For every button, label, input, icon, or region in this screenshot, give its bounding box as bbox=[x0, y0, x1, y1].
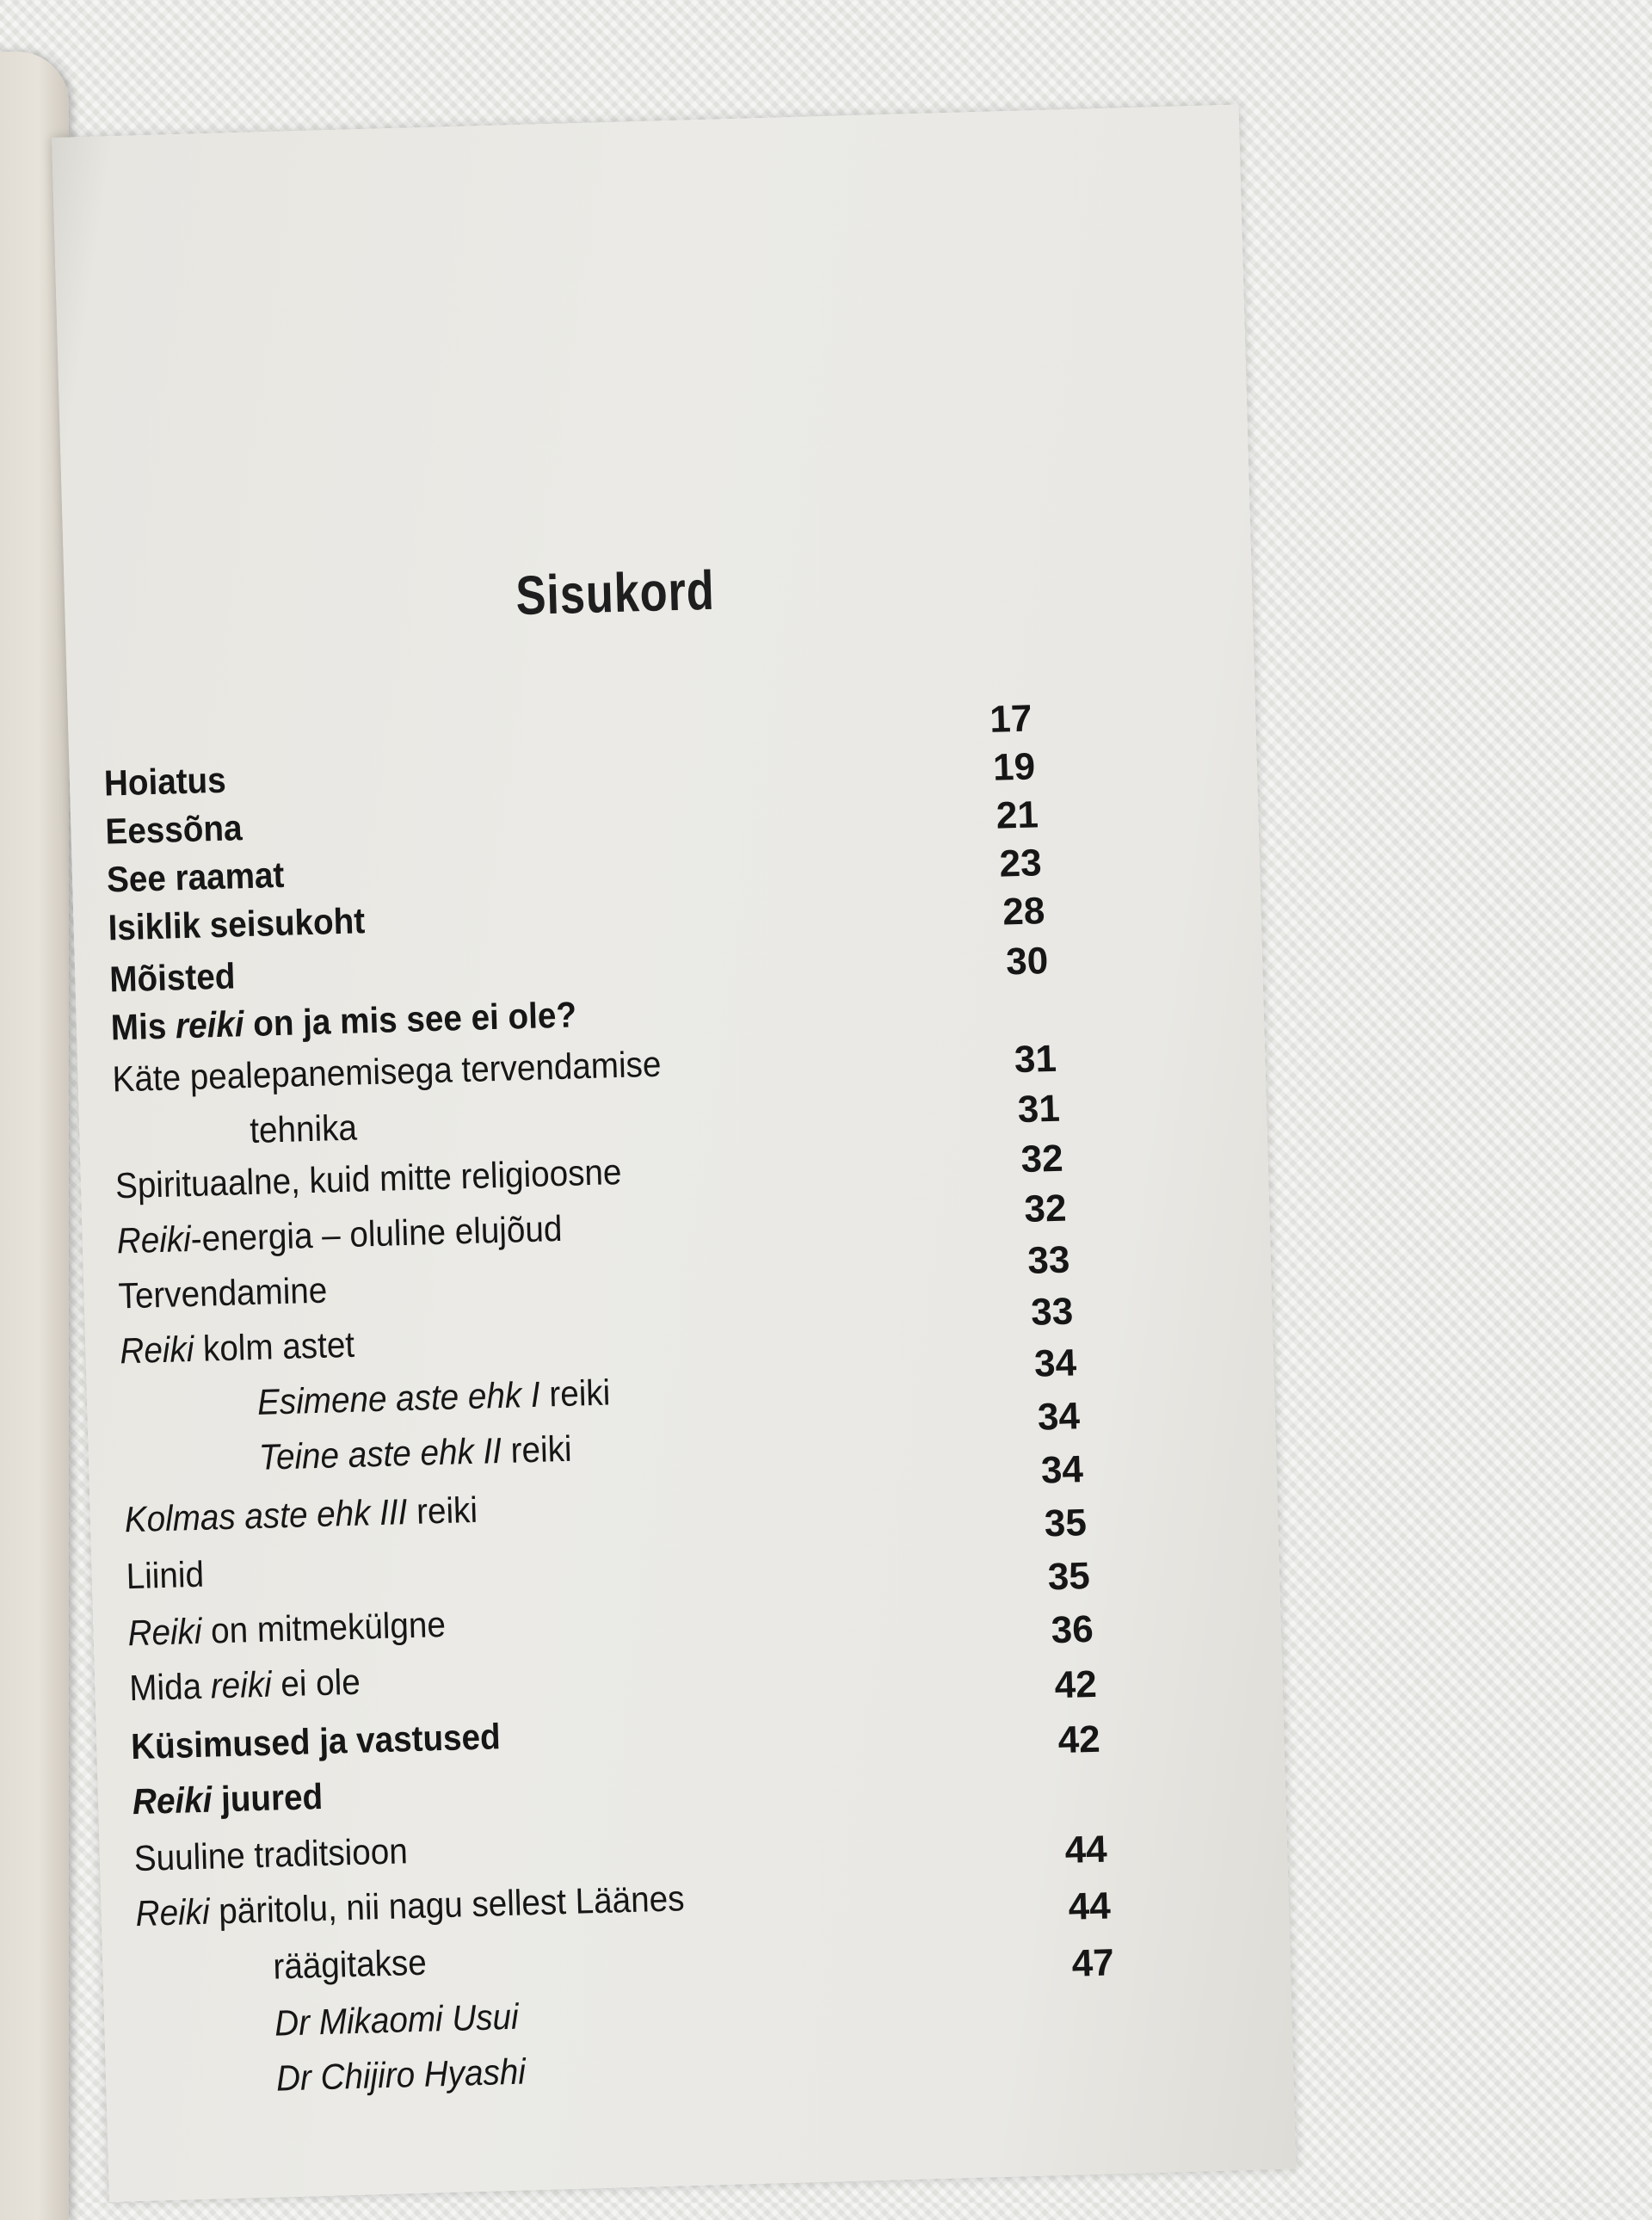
toc-page-number: 28 bbox=[1002, 890, 1046, 934]
toc-entry bbox=[131, 1716, 502, 1767]
toc-entry-text: tehnika bbox=[249, 1107, 358, 1151]
toc-entry-text: Kolmas aste ehk III bbox=[124, 1491, 408, 1540]
toc-page-number: 32 bbox=[1023, 1187, 1068, 1230]
toc-entry-text: päritolu, nii nagu sellest Läänes bbox=[208, 1878, 686, 1932]
toc-entry bbox=[132, 1776, 323, 1822]
toc-entry bbox=[114, 1151, 622, 1206]
toc-entry-text: ei ole bbox=[270, 1661, 361, 1705]
toc-entry bbox=[120, 1324, 355, 1372]
toc-entry-text: Mõisted bbox=[108, 955, 236, 1000]
toc-entry-text: Reiki bbox=[135, 1890, 211, 1934]
toc-entry-text: Mis bbox=[110, 1005, 176, 1048]
toc-entry-text: reiki bbox=[406, 1489, 478, 1532]
toc-entry-text: Reiki bbox=[132, 1779, 213, 1822]
toc-entry-text: Reiki bbox=[119, 1328, 194, 1372]
toc-entry bbox=[110, 994, 576, 1048]
toc-entry-text: reiki bbox=[210, 1663, 273, 1706]
toc-entry-text: räägitakse bbox=[272, 1941, 428, 1987]
toc-entry bbox=[275, 2051, 526, 2100]
toc-page-number: 35 bbox=[1044, 1502, 1088, 1545]
toc-entry-text: reiki bbox=[501, 1428, 573, 1471]
toc-entry-text: Liinid bbox=[126, 1553, 205, 1597]
toc-page-number: 35 bbox=[1047, 1554, 1091, 1599]
toc-entry bbox=[133, 1830, 408, 1879]
toc-entry-text: kolm astet bbox=[193, 1323, 355, 1369]
page-title: Sisukord bbox=[515, 558, 716, 627]
toc-entry-text: Dr Mikaomi Usui bbox=[274, 1995, 520, 2044]
toc-entry-text: on mitmekülgne bbox=[200, 1603, 447, 1651]
toc-page-number: 31 bbox=[1017, 1087, 1061, 1132]
toc-entry-text: Käte pealepanemisega tervendamise bbox=[111, 1043, 662, 1100]
toc-entry-text: Reiki bbox=[126, 1610, 203, 1654]
toc-entry bbox=[109, 955, 236, 1000]
toc-entry bbox=[258, 1428, 572, 1478]
toc-page-number: 19 bbox=[992, 745, 1036, 789]
toc-entry bbox=[118, 1270, 328, 1317]
toc-page-number: 34 bbox=[1033, 1341, 1077, 1385]
toc-entry bbox=[105, 807, 243, 852]
toc-entry-text: reiki bbox=[175, 1003, 245, 1046]
toc-page-number: 17 bbox=[989, 697, 1032, 741]
toc-entry bbox=[108, 900, 366, 948]
toc-page-number: 36 bbox=[1051, 1607, 1094, 1652]
table-of-contents bbox=[52, 104, 1296, 2202]
toc-entry-text: Dr Chijiro Hyashi bbox=[275, 2050, 527, 2099]
toc-entry bbox=[135, 1878, 685, 1934]
toc-entry bbox=[124, 1489, 478, 1540]
toc-entry-text: Mida bbox=[128, 1665, 212, 1709]
toc-page-number: 34 bbox=[1040, 1448, 1084, 1492]
toc-entry bbox=[106, 854, 284, 901]
toc-entry bbox=[250, 1107, 358, 1151]
book-page bbox=[52, 104, 1296, 2202]
toc-page-number: 47 bbox=[1071, 1941, 1115, 1985]
toc-entry-text: reiki bbox=[539, 1372, 611, 1415]
toc-entry-text: Hoiatus bbox=[103, 759, 227, 804]
toc-entry bbox=[103, 760, 226, 805]
toc-page-number: 31 bbox=[1014, 1037, 1057, 1082]
toc-entry-text: Suuline traditsioon bbox=[133, 1830, 409, 1879]
toc-page-number: 30 bbox=[1005, 940, 1049, 984]
toc-entry-text: Reiki bbox=[116, 1218, 192, 1261]
toc-page-number: 23 bbox=[998, 842, 1043, 885]
toc-entry bbox=[116, 1208, 563, 1261]
toc-page-number: 32 bbox=[1020, 1137, 1064, 1181]
toc-entry bbox=[256, 1372, 610, 1422]
toc-entry-text: Küsimused ja vastused bbox=[130, 1716, 502, 1767]
toc-entry-text: on ja mis see ei ole? bbox=[243, 994, 577, 1045]
toc-entry-text: See raamat bbox=[106, 854, 285, 900]
toc-page-number: 21 bbox=[996, 793, 1039, 837]
toc-entry bbox=[127, 1604, 447, 1654]
toc-entry bbox=[126, 1554, 205, 1598]
toc-entry bbox=[274, 1996, 520, 2044]
toc-entry-text: Esimene aste ehk I bbox=[256, 1373, 541, 1422]
toc-page-number: 33 bbox=[1026, 1238, 1070, 1282]
toc-page-number: 44 bbox=[1068, 1884, 1112, 1928]
toc-entry bbox=[129, 1662, 361, 1709]
toc-entry-text: juured bbox=[211, 1775, 324, 1820]
toc-entry bbox=[273, 1942, 428, 1988]
toc-page-number: 33 bbox=[1030, 1290, 1074, 1334]
toc-entry-text: Spirituaalne, kuid mitte religioosne bbox=[114, 1150, 622, 1206]
toc-entry-text: Tervendamine bbox=[117, 1269, 328, 1317]
toc-entry-text: Eessõna bbox=[104, 807, 243, 852]
toc-page-number: 42 bbox=[1057, 1717, 1101, 1762]
toc-entry bbox=[112, 1044, 662, 1101]
toc-page-number: 34 bbox=[1037, 1395, 1081, 1439]
toc-entry-text: Isiklik seisukoht bbox=[108, 900, 366, 948]
toc-page-number: 44 bbox=[1063, 1828, 1108, 1872]
toc-page-number: 42 bbox=[1054, 1662, 1098, 1707]
toc-entry-text: -energia – oluline elujõud bbox=[190, 1207, 563, 1259]
toc-entry-text: Teine aste ehk II bbox=[258, 1430, 502, 1477]
